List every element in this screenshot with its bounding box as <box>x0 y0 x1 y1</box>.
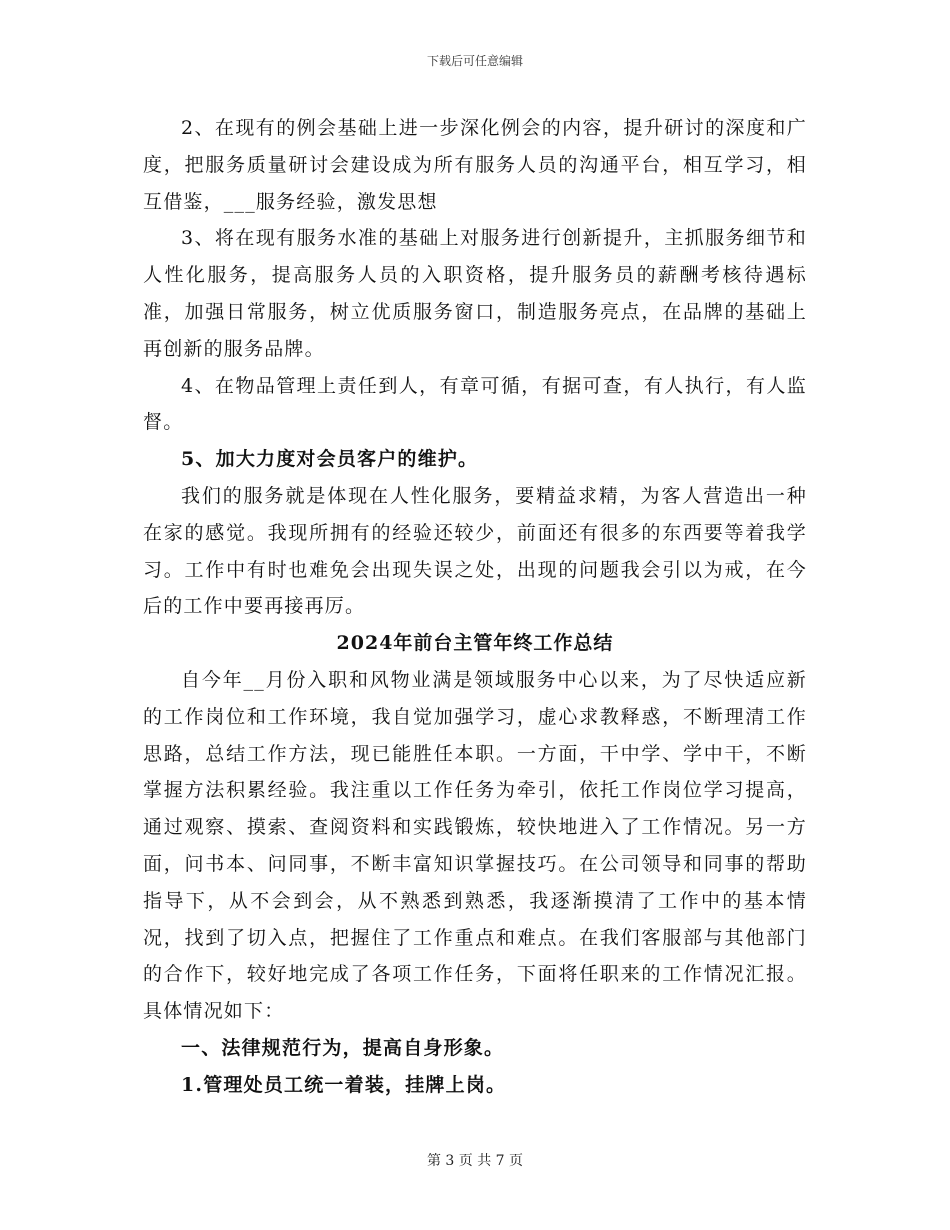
page-footer: 第 3 页 共 7 页 <box>426 1153 524 1169</box>
paragraph-item-2: 2、在现有的例会基础上进一步深化例会的内容，提升研讨的深度和广度，把服务质量研讨会建设成为所有服务人员的沟通平台，相互学习，相互借鉴，___服务经验，激发思想 <box>143 117 807 213</box>
section-intro-paragraph: 自今年__月份入职和风物业满是领域服务中心以来，为了尽快适应新的工作岗位和工作环境，我自觉加强学习，虚心求教释惑，不断理清工作思路，总结工作方法，现已能胜任本职。一方面，干中学、学中干，不断掌握方法积累经验。我注重以工作任务为牵引，依托工作岗位学习提高，通过观察、摸索、查阅资料和实践锻炼，较快地进入了工作情况。另一方面，问书本、问同事，不断丰富知识掌握技巧。在公司领导和同事的帮助指导下，从不会到会，从不熟悉到熟悉，我逐渐摸清了工作中的基本情况，找到了切入点，把握住了工作重点和难点。在我们客服部与其他部门的合作下，较好地完成了各项工作任务，下面将任职来的工作情况汇报。具体情况如下： <box>143 668 807 1023</box>
page-header: 下载后可任意编辑 <box>426 54 523 68</box>
paragraph-item-4: 4、在物品管理上责任到人，有章可循，有据可查，有人执行，有人监督。 <box>143 374 807 434</box>
section-heading-1: 一、法律规范行为，提高自身形象。 <box>181 1036 505 1059</box>
section-title: 2024年前台主管年终工作总结 <box>336 632 614 655</box>
paragraph-item-3: 3、将在现有服务水准的基础上对服务进行创新提升，主抓服务细节和人性化服务，提高服务人员的入职资格，提升服务员的薪酬考核待遇标准，加强日常服务，树立优质服务窗口，制造服务亮点，在品牌的基础上再创新的服务品牌。 <box>143 227 807 360</box>
document-body <box>143 110 807 1104</box>
paragraph-item-5-heading: 5、加大力度对会员客户的维护。 <box>181 448 479 471</box>
paragraph-conclusion: 我们的服务就是体现在人性化服务，要精益求精，为客人营造出一种在家的感觉。我现所拥有的经验还较少，前面还有很多的东西要等着我学习。工作中有时也难免会出现失误之处，出现的问题我会引以为戒，在今后的工作中要再接再厉。 <box>143 484 807 618</box>
section-subheading-1-1: 1.管理处员工统一着装，挂牌上岗。 <box>181 1073 507 1096</box>
